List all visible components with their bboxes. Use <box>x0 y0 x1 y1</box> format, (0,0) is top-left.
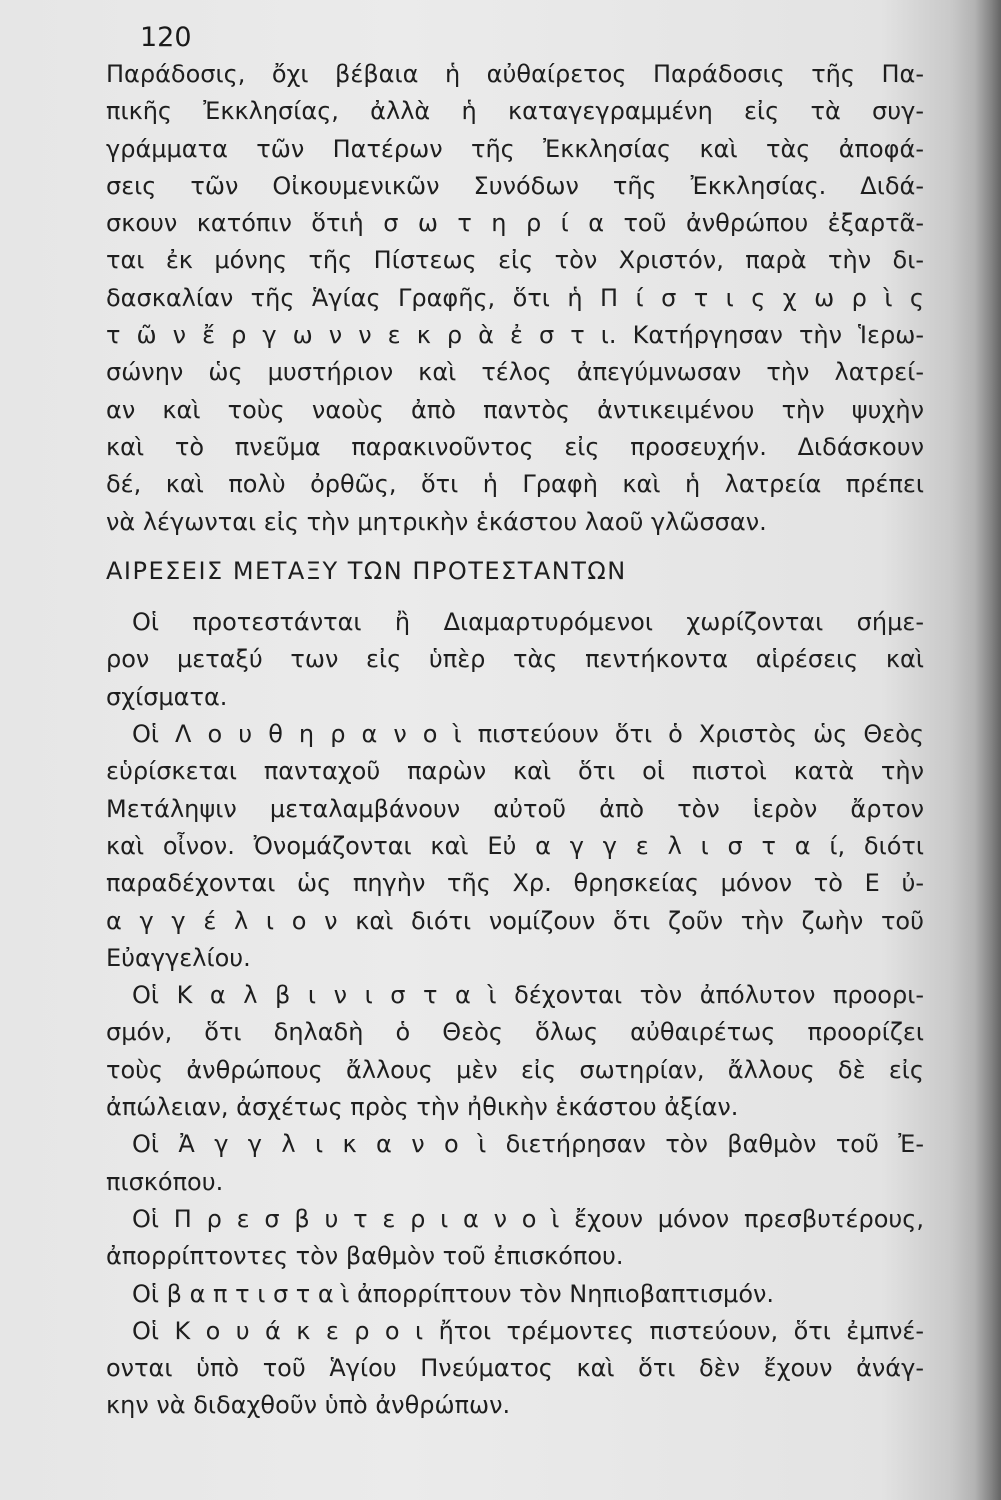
text-line: Οἱ προτεστάνται ἢ Διαμαρτυρόμενοι χωρίζονται σήμε- <box>132 608 924 637</box>
text-line: γράμματα τῶν Πατέρων τῆς Ἐκκλησίας καὶ τὰς ἀποφά- <box>106 134 924 163</box>
text-line: Μετάληψιν μεταλαμβάνουν αὐτοῦ ἀπὸ τὸν ἱερὸν ἄρτον <box>106 794 924 823</box>
text-line: ρον μεταξύ των εἰς ὑπὲρ τὰς πεντήκοντα αἱρέσεις καὶ <box>106 645 924 674</box>
text-line: Οἱ Κ α λ β ι ν ι σ τ α ὶ δέχονται τὸν ἀπόλυτον προορι- <box>132 981 924 1010</box>
text-line: τοὺς ἀνθρώπους ἄλλους μὲν εἰς σωτηρίαν, ἄλλους δὲ εἰς <box>106 1055 924 1084</box>
text-line: ἀπορρίπτοντες τὸν βαθμὸν τοῦ ἐπισκόπου. <box>106 1242 624 1271</box>
text-line: Παράδοσις, ὄχι βέβαια ἡ αὐθαίρετος Παράδοσις τῆς Πα- <box>106 60 924 88</box>
body-text <box>106 56 924 1425</box>
text-line: α γ γ έ λ ι ο ν καὶ διότι νομίζουν ὅτι ζοῦν τὴν ζωὴν τοῦ <box>106 906 924 935</box>
text-line: σεις τῶν Οἰκουμενικῶν Συνόδων τῆς Ἐκκλησίας. Διδά- <box>106 171 924 200</box>
text-line: νὰ λέγωνται εἰς τὴν μητρικὴν ἑκάστου λαοῦ γλῶσσαν. <box>106 507 767 536</box>
text-line: Εὐαγγελίου. <box>106 943 251 972</box>
text-line: Οἱ Κ ο υ ά κ ε ρ ο ι ἤτοι τρέμοντες πιστεύουν, ὅτι ἐμπνέ- <box>132 1316 924 1345</box>
text-line: ἀπώλειαν, ἀσχέτως πρὸς τὴν ἠθικὴν ἑκάστου ἀξίαν. <box>106 1093 739 1122</box>
text-line: Οἱ Π ρ ε σ β υ τ ε ρ ι α ν ο ὶ ἔχουν μόνον πρεσβυτέρους, <box>132 1204 924 1233</box>
text-line: σχίσματα. <box>106 682 228 711</box>
text-line: κην νὰ διδαχθοῦν ὑπὸ ἀνθρώπων. <box>106 1391 511 1420</box>
text-line: πικῆς Ἐκκλησίας, ἀλλὰ ἡ καταγεγραμμένη εἰς τὰ συγ- <box>106 97 924 126</box>
text-line: Οἱ Ἀ γ γ λ ι κ α ν ο ὶ διετήρησαν τὸν βαθμὸν τοῦ Ἐ- <box>132 1130 924 1159</box>
text-line: δέ, καὶ πολὺ ὀρθῶς, ὅτι ἡ Γραφὴ καὶ ἡ λατρεία πρέπει <box>106 470 924 499</box>
text-line: ονται ὑπὸ τοῦ Ἁγίου Πνεύματος καὶ ὅτι δὲν ἔχουν ἀνάγ- <box>106 1354 924 1383</box>
text-line: δασκαλίαν τῆς Ἁγίας Γραφῆς, ὅτι ἡ Π ί σ τ ι ς χ ω ρ ὶ ς <box>106 283 924 312</box>
text-line: σμόν, ὅτι δηλαδὴ ὁ Θεὸς ὅλως αὐθαιρέτως προορίζει <box>106 1018 924 1047</box>
text-line: Οἱ Λ ο υ θ η ρ α ν ο ὶ πιστεύουν ὅτι ὁ Χριστὸς ὡς Θεὸς <box>132 720 924 749</box>
text-line: καὶ τὸ πνεῦμα παρακινοῦντος εἰς προσευχήν. Διδάσκουν <box>106 432 924 461</box>
text-line: πισκόπου. <box>106 1167 224 1196</box>
text-line: τ ῶ ν ἔ ρ γ ω ν ν ε κ ρ ὰ ἐ σ τ ι. Κατήργησαν τὴν Ἱερω- <box>106 321 924 350</box>
text-line: Οἱ β α π τ ι σ τ α ὶ ἀπορρίπτουν τὸν Νηπιοβαπτισμόν. <box>132 1279 775 1308</box>
text-line: σκουν κατόπιν ὅτιἡ σ ω τ η ρ ί α τοῦ ἀνθρώπου ἐξαρτᾶ- <box>106 209 924 238</box>
page-number: 120 <box>140 22 192 53</box>
text-line: παραδέχονται ὡς πηγὴν τῆς Χρ. θρησκείας μόνον τὸ Ε ὐ- <box>106 869 924 898</box>
text-line: σώνην ὡς μυστήριον καὶ τέλος ἀπεγύμνωσαν τὴν λατρεί- <box>106 358 924 387</box>
text-line: αν καὶ τοὺς ναοὺς ἀπὸ παντὸς ἀντικειμένου τὴν ψυχὴν <box>106 395 924 424</box>
text-line: εὑρίσκεται πανταχοῦ παρὼν καὶ ὅτι οἱ πιστοὶ κατὰ τὴν <box>106 757 924 786</box>
page-edge-shadow <box>975 0 1001 1500</box>
text-line: ται ἐκ μόνης τῆς Πίστεως εἰς τὸν Χριστόν, παρὰ τὴν δι- <box>106 246 924 275</box>
section-heading: ΑΙΡΕΣΕΙΣ ΜΕΤΑΞΥ ΤΩΝ ΠΡΟΤΕΣΤΑΝΤΩΝ <box>106 556 627 585</box>
text-line: καὶ οἶνον. Ὀνομάζονται καὶ Εὐ α γ γ ε λ ι σ τ α ί, διότι <box>106 831 924 860</box>
